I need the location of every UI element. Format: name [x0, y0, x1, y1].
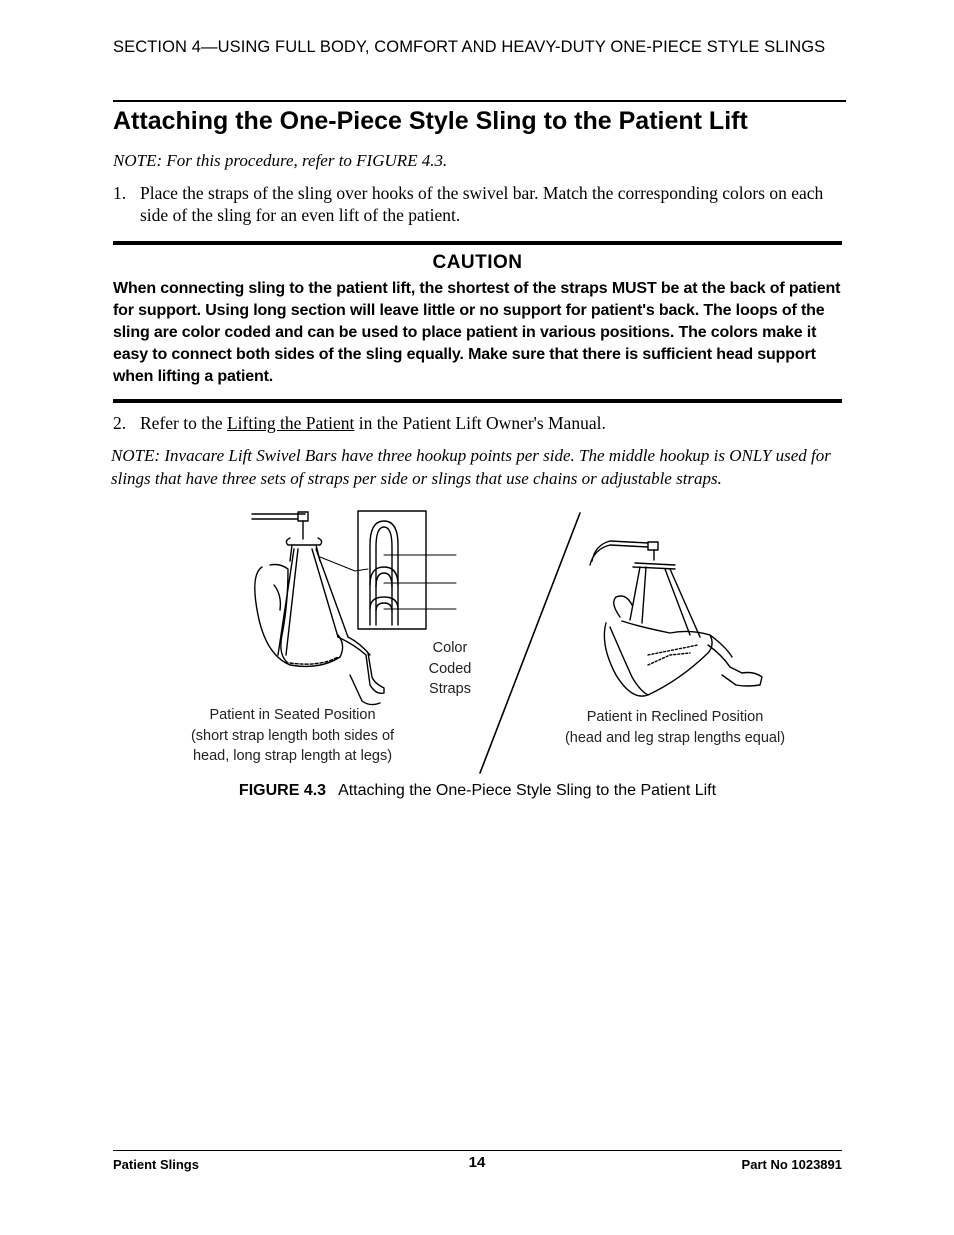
step-number: 2. [113, 413, 127, 433]
figure-4-3 [170, 505, 830, 780]
step-number: 1. [113, 183, 127, 203]
page-title: Attaching the One-Piece Style Sling to the Patient Lift [113, 107, 748, 135]
reclined-position-label: Patient in Reclined Position (head and leg strap lengths equal) [564, 709, 786, 746]
page-number: 14 [468, 1154, 486, 1171]
step-2 [113, 412, 848, 434]
caution-title: CAUTION [432, 252, 523, 273]
part-number: Part No 1023891 [741, 1157, 842, 1172]
caution-body: When connecting sling to the patient lift, the shortest of the straps MUST be at the back of patient for support. Using long section will leave little or no support for patient's back. The loops of the sling are color coded and can be used to place patient in various positions. The colors make it easy to connect both sides of the sling equally. Make sure that there is sufficient head support when lifting a patient. [113, 280, 841, 385]
procedure-note: NOTE: For this procedure, refer to FIGURE 4.3. [113, 151, 448, 170]
caution-top-rule [113, 241, 842, 245]
swivel-bar-note: NOTE: Invacare Lift Swivel Bars have three hookup points per side. The middle hookup is ONLY used for slings that have three sets of straps per side or slings that use chains or adjustable straps. [111, 446, 831, 488]
color-coded-straps-label: Color Coded Straps [428, 640, 472, 697]
reclined-patient-drawing [590, 541, 762, 696]
figure-number: FIGURE 4.3 [238, 782, 327, 799]
footer-doc-title: Patient Slings [113, 1157, 199, 1172]
seated-position-label: Patient in Seated Position (short strap length both sides of head, long strap length at legs) [190, 707, 395, 764]
caution-bottom-rule [113, 399, 842, 403]
step-1 [113, 182, 848, 226]
title-rule [113, 100, 846, 102]
section-header: SECTION 4—USING FULL BODY, COMFORT AND HEAVY-DUTY ONE-PIECE STYLE SLINGS [113, 38, 826, 56]
footer-rule [113, 1150, 842, 1151]
figure-caption [113, 782, 842, 800]
step-text: Place the straps of the sling over hooks of the swivel bar. Match the corresponding colors on each side of the sling for an even lift of the patient. [140, 183, 824, 225]
step-text: Refer to the Lifting the Patient in the Patient Lift Owner's Manual. [140, 413, 606, 433]
color-coded-straps-inset [358, 511, 456, 629]
lifting-the-patient-link[interactable]: Lifting the Patient [226, 413, 355, 433]
seated-patient-drawing [252, 512, 384, 705]
figure-caption-text: Attaching the One-Piece Style Sling to the Patient Lift [338, 782, 717, 799]
